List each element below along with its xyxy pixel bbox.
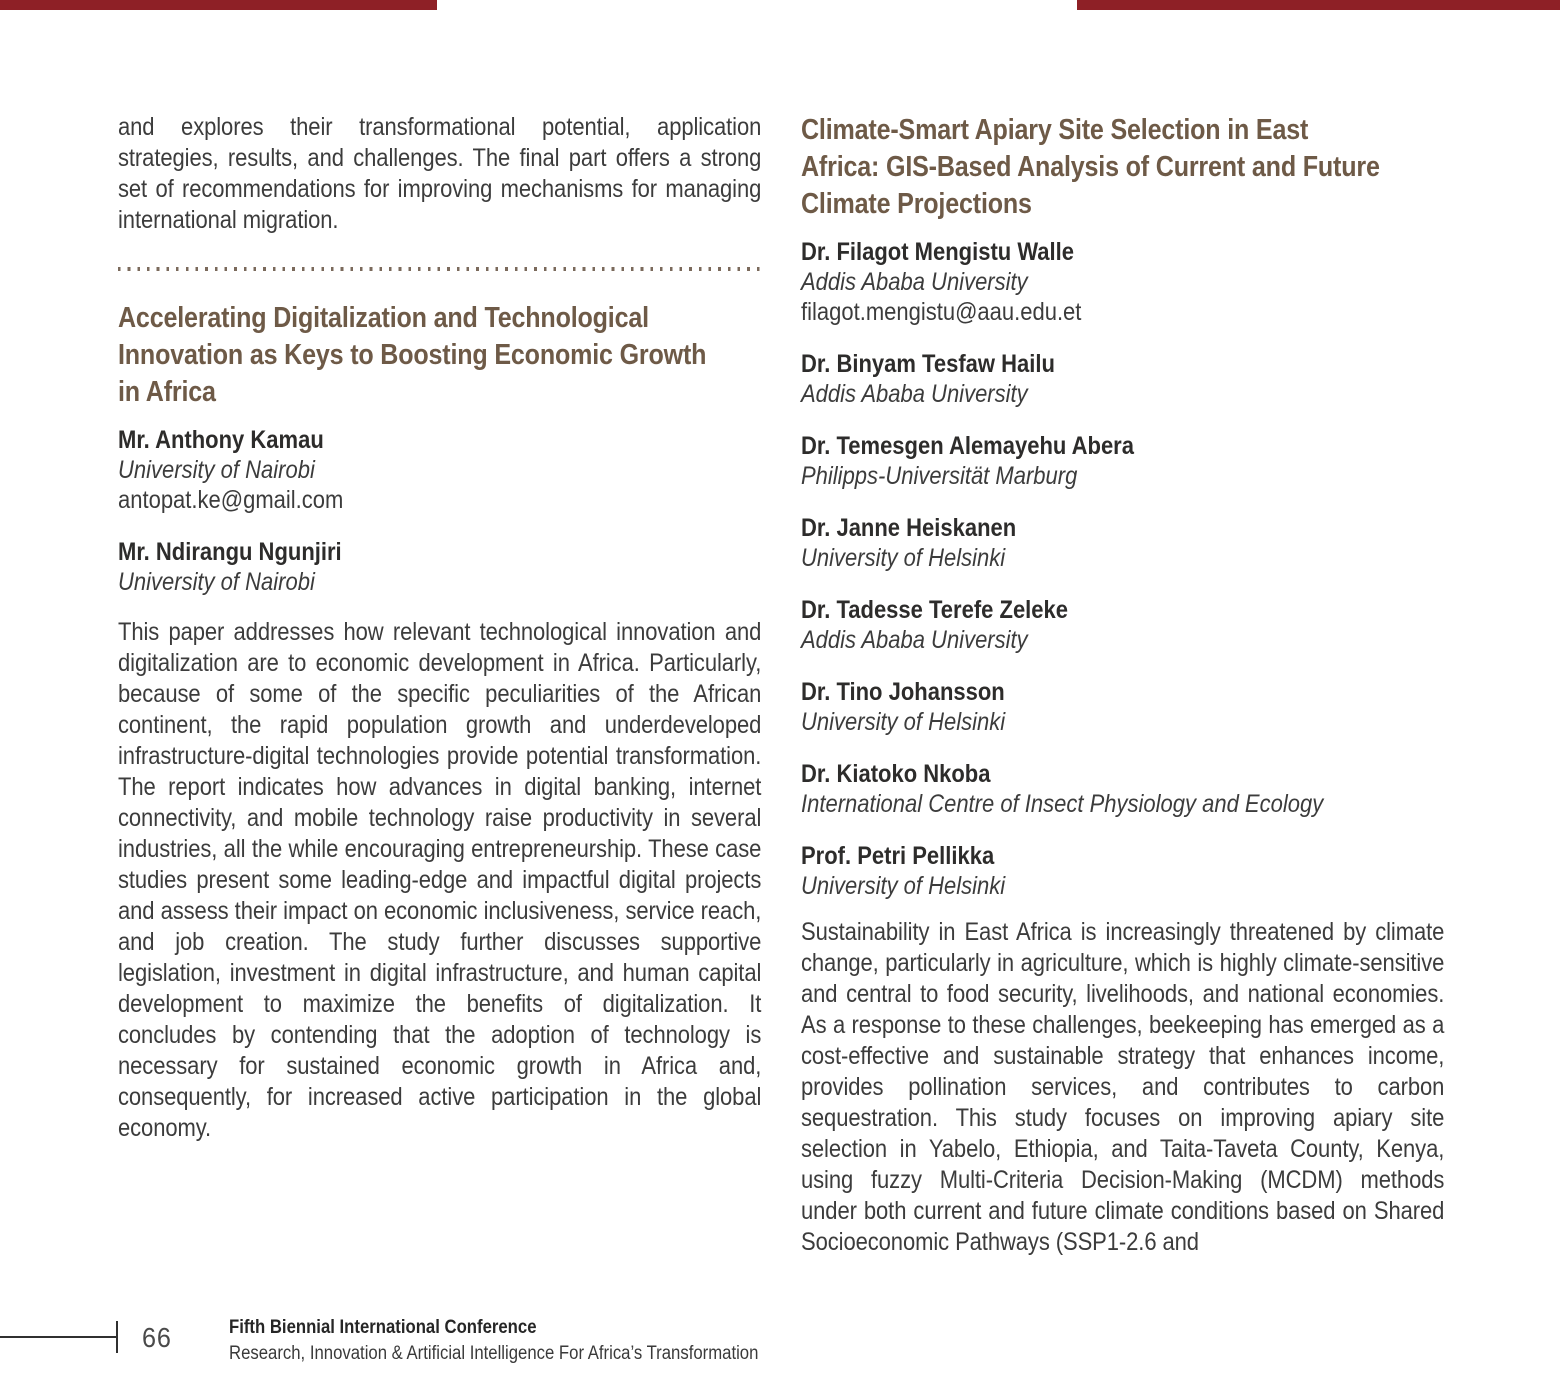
author-affiliation: University of Helsinki [801,708,1006,736]
author-affiliation: Philipps-Universität Marburg [801,462,1078,490]
footer-rule-horizontal [0,1336,117,1338]
author-affiliation: University of Helsinki [801,872,1006,900]
conference-subtitle: Research, Innovation & Artificial Intelligence For Africa’s Transformation [229,1343,759,1364]
page-top-accent-right [1077,0,1560,10]
author-block [801,759,1444,819]
footer [229,1315,933,1367]
session-title-line: Climate-Smart Apiary Site Selection in East [801,114,1309,146]
author-block [118,425,761,515]
author-block [801,237,1444,327]
author-email: antopat.ke@gmail.com [118,486,344,514]
continued-abstract-paragraph: and explores their transformational potential, application strategies, results, and challenges. The final part offers a strong set of recommendations for improving mechanisms for managing international migration. [118,113,762,234]
author-name: Dr. Janne Heiskanen [801,514,1017,542]
author-block [801,841,1444,901]
author-name: Dr. Binyam Tesfaw Hailu [801,350,1055,378]
author-block [801,595,1444,655]
author-name: Mr. Anthony Kamau [118,426,324,454]
author-name: Dr. Temesgen Alemayehu Abera [801,432,1134,460]
page-number: 66 [142,1322,172,1353]
author-name: Prof. Petri Pellikka [801,842,995,870]
session-title-line: Accelerating Digitalization and Technological [118,302,649,334]
session-title-line: Climate Projections [801,188,1032,220]
left-column [118,112,761,1144]
dotted-divider [118,267,761,271]
right-column [801,112,1444,1258]
author-block [801,677,1444,737]
conference-name: Fifth Biennial International Conference [229,1317,537,1338]
author-affiliation: Addis Ababa University [801,268,1028,296]
author-affiliation: Addis Ababa University [801,626,1028,654]
footer-rule-tick [116,1321,118,1353]
abstract-paragraph: This paper addresses how relevant technological innovation and digitalization are to economic development in Africa. Particularly, because of some of the specific peculiarities of the African continent, the rapid population growth and underdeveloped infrastructure-digital technologies provide potential transformation. The report indicates how advances in digital banking, internet connectivity, and mobile technology raise productivity in several industries, all the while encouraging entrepreneurship. These case studies present some leading-edge and impactful digital projects and assess their impact on economic inclusiveness, service reach, and job creation. The study further discusses supportive legislation, investment in digital infrastructure, and human capital development to maximize the benefits of digitalization. It concludes by contending that the adoption of technology is necessary for sustained economic growth in Africa and, consequently, for increased active participation in the global economy. [118,618,762,1142]
session-title-line: in Africa [118,376,216,408]
abstract-paragraph: Sustainability in East Africa is increasingly threatened by climate change, particularly in agriculture, which is highly climate-sensitive and central to food security, livelihoods, and national economies. As a response to these challenges, beekeeping has emerged as a cost-effective and sustainable strategy that enhances income, provides pollination services, and contributes to carbon sequestration. This study focuses on improving apiary site selection in Yabelo, Ethiopia, and Taita-Taveta County, Kenya, using fuzzy Multi-Criteria Decision-Making (MCDM) methods under both current and future climate conditions based on Shared Socioeconomic Pathways (SSP1-2.6 and [801,918,1445,1256]
author-name: Dr. Tino Johansson [801,678,1005,706]
author-name: Dr. Filagot Mengistu Walle [801,238,1074,266]
author-name: Dr. Kiatoko Nkoba [801,760,991,788]
session-title-line: Innovation as Keys to Boosting Economic Growth [118,339,707,371]
author-affiliation: Addis Ababa University [801,380,1028,408]
author-block [118,537,761,597]
session-title-left [118,300,761,411]
page-top-accent-left [0,0,437,10]
author-email: filagot.mengistu@aau.edu.et [801,298,1082,326]
author-block [801,349,1444,409]
session-title-right [801,112,1444,223]
author-affiliation: University of Nairobi [118,456,315,484]
author-block [801,431,1444,491]
author-affiliation: University of Helsinki [801,544,1006,572]
author-affiliation: University of Nairobi [118,568,315,596]
author-block [801,513,1444,573]
author-affiliation: International Centre of Insect Physiology and Ecology [801,790,1324,818]
author-name: Dr. Tadesse Terefe Zeleke [801,596,1068,624]
session-title-line: Africa: GIS-Based Analysis of Current and Future [801,151,1380,183]
author-name: Mr. Ndirangu Ngunjiri [118,538,342,566]
